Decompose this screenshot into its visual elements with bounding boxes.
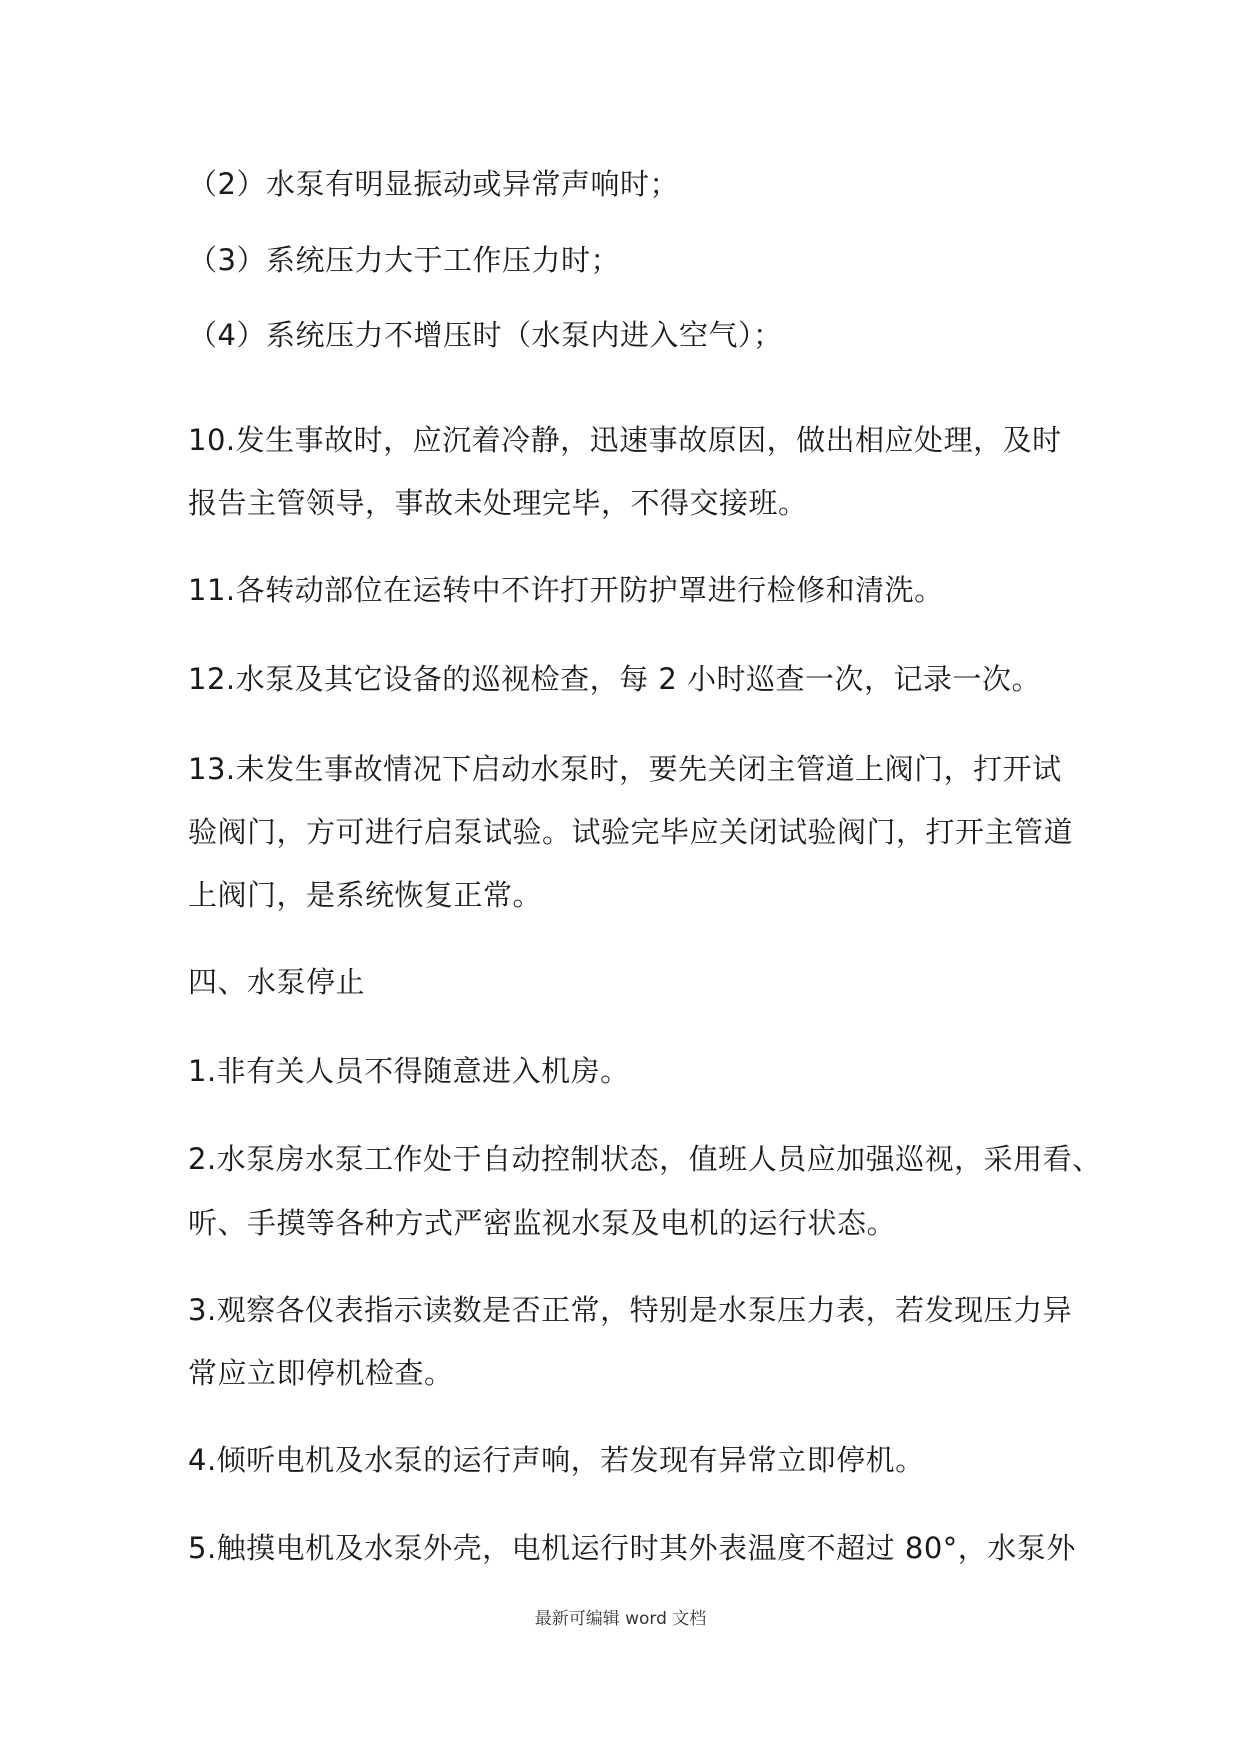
- page-footer: 最新可编辑 word 文档: [534, 1609, 707, 1629]
- text-line: 5.触摸电机及水泵外壳，电机运行时其外表温度不超过 80°，水泵外: [188, 1531, 1076, 1565]
- text-line: （4）系统压力不增压时（水泵内进入空气）；: [188, 318, 783, 352]
- text-line: 1.非有关人员不得随意进入机房。: [188, 1054, 630, 1088]
- text-line: （2）水泵有明显振动或异常声响时；: [188, 167, 679, 201]
- text-line: 报告主管领导，事故未处理完毕，不得交接班。: [188, 486, 808, 520]
- text-line: 常应立即停机检查。: [188, 1356, 454, 1390]
- text-line: 听、手摸等各种方式严密监视水泵及电机的运行状态。: [188, 1206, 897, 1240]
- text-line: （3）系统压力大于工作压力时；: [188, 243, 620, 277]
- text-line: 13.未发生事故情况下启动水泵时，要先关闭主管道上阀门，打开试: [188, 752, 1062, 786]
- text-line: 10.发生事故时，应沉着冷静，迅速事故原因，做出相应处理，及时: [188, 423, 1062, 457]
- text-line: 上阀门，是系统恢复正常。: [188, 878, 543, 912]
- text-line: 12.水泵及其它设备的巡视检查，每 2 小时巡查一次，记录一次。: [188, 662, 1042, 696]
- text-line: 4.倾听电机及水泵的运行声响，若发现有异常立即停机。: [188, 1443, 925, 1477]
- text-line: 3.观察各仪表指示读数是否正常，特别是水泵压力表，若发现压力异: [188, 1293, 1073, 1327]
- text-line: 2.水泵房水泵工作处于自动控制状态，值班人员应加强巡视，采用看、: [188, 1142, 1102, 1176]
- text-line: 11.各转动部位在运转中不许打开防护罩进行检修和清洗。: [188, 573, 944, 607]
- section-heading: 四、水泵停止: [188, 965, 366, 999]
- text-line: 验阀门，方可进行启泵试验。试验完毕应关闭试验阀门，打开主管道: [188, 815, 1074, 849]
